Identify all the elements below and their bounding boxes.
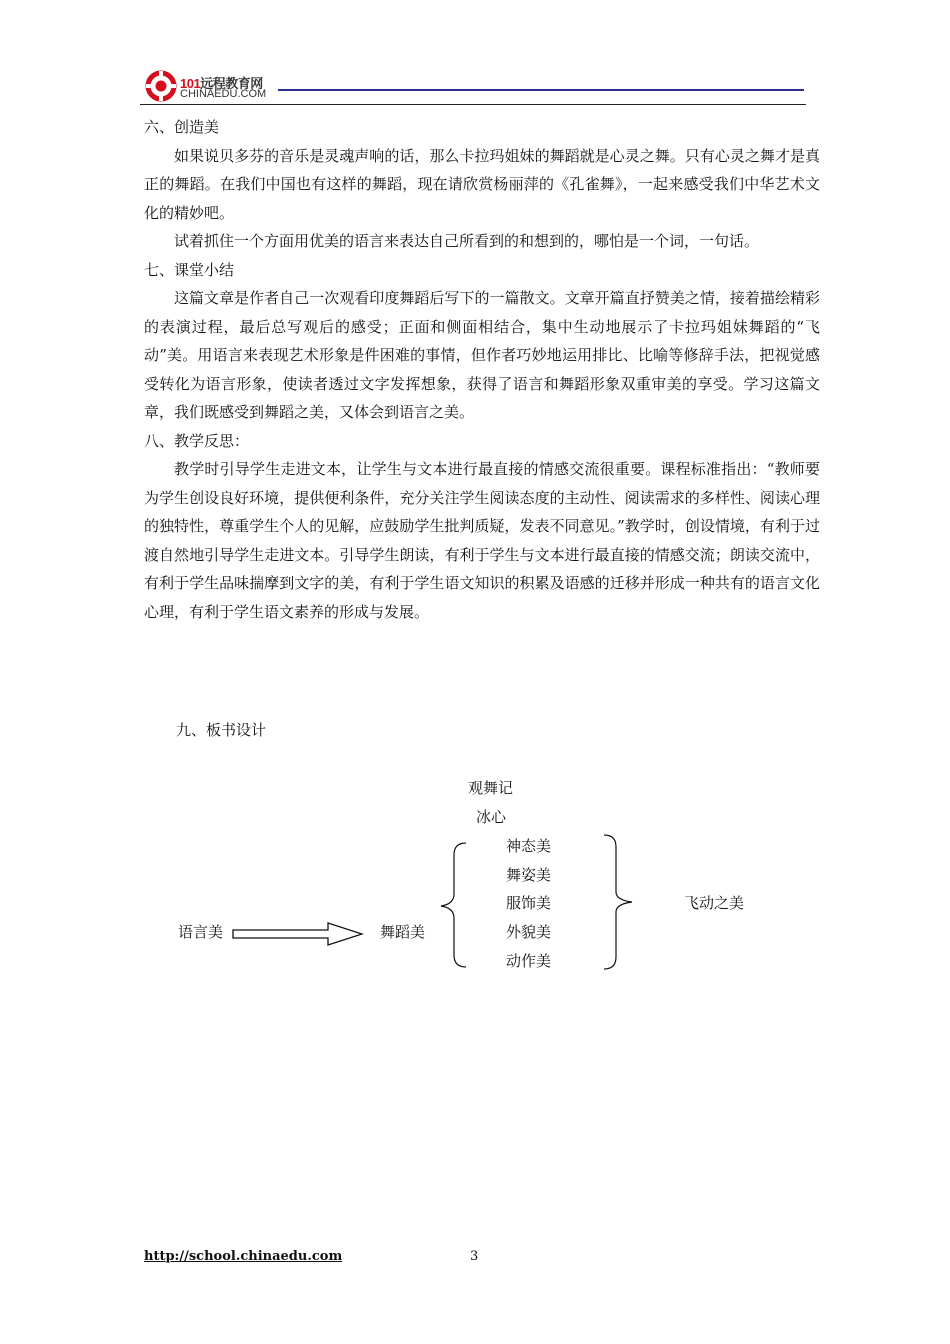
board-author: 冰心	[476, 808, 507, 826]
section-6-paragraph-1: 如果说贝多芬的音乐是灵魂声响的话，那么卡拉玛姐妹的舞蹈就是心灵之舞。只有心灵之舞才是真正的舞蹈。在我们中国也有这样的舞蹈，现在请欣赏杨丽萍的《孔雀舞》，一起来感受我们中华艺术文化的精妙吧。	[144, 146, 820, 222]
board-item-5: 动作美	[506, 952, 552, 970]
section-8-paragraph: 教学时引导学生走进文本，让学生与文本进行最直接的情感交流很重要。课程标准指出：“教师要为学生创设良好环境，提供便利条件，充分关注学生阅读态度的主动性、阅读需求的多样性、阅读心理的独特性，尊重学生个人的见解，应鼓励学生批判质疑，发表不同意见。”教学时，创设情境，有利于过渡自然地引导学生走进文本。引导学生朗读，有利于学生与文本进行最直接的情感交流；朗读交流中，有利于学生品味揣摩到文字的美，有利于学生语文知识的积累及语感的迁移并形成一种共有的语言文化心理，有利于学生语文素养的形成与发展。	[144, 460, 820, 621]
footer-link[interactable]: http://school.chinaedu.com	[144, 1249, 343, 1264]
section-9-heading: 九、板书设计	[176, 721, 267, 739]
section-6-heading: 六、创造美	[144, 118, 220, 136]
left-brace-icon	[438, 840, 470, 970]
board-item-3: 服饰美	[506, 894, 552, 912]
right-brace-icon	[600, 832, 636, 972]
hollow-arrow-icon	[232, 922, 364, 946]
section-6-paragraph-2: 试着抓住一个方面用优美的语言来表达自己所看到的和想到的，哪怕是一个词，一句话。	[174, 232, 760, 250]
logo-subtext: CHINAEDU.COM	[180, 88, 267, 100]
header-blue-rule	[278, 89, 804, 91]
board-title: 观舞记	[468, 779, 514, 797]
board-right-label: 飞动之美	[684, 894, 745, 912]
board-item-1: 神态美	[506, 837, 552, 855]
section-7-paragraph: 这篇文章是作者自己一次观看印度舞蹈后写下的一篇散文。文章开篇直抒赞美之情，接着描绘精彩的表演过程，最后总写观后的感受；正面和侧面相结合，集中生动地展示了卡拉玛姐妹舞蹈的“飞动”美。用语言来表现艺术形象是件困难的事情，但作者巧妙地运用排比、比喻等修辞手法，把视觉感受转化为语言形象，使读者透过文字发挥想象，获得了语言和舞蹈形象双重审美的享受。学习这篇文章，我们既感受到舞蹈之美，又体会到语言之美。	[144, 289, 820, 421]
header-divider	[140, 104, 806, 105]
board-item-4: 外貌美	[506, 923, 552, 941]
board-left-label: 语言美	[178, 923, 224, 941]
section-7-heading: 七、课堂小结	[144, 260, 235, 279]
document-body	[144, 113, 820, 626]
page-number: 3	[470, 1249, 479, 1264]
board-item-2: 舞姿美	[506, 866, 552, 884]
section-8-heading: 八、教学反思：	[144, 431, 250, 450]
logo-text: 101远程教育网	[180, 76, 263, 91]
chinaedu-logo-icon	[145, 70, 177, 102]
page-header	[140, 66, 806, 106]
board-middle-label: 舞蹈美	[380, 923, 426, 941]
